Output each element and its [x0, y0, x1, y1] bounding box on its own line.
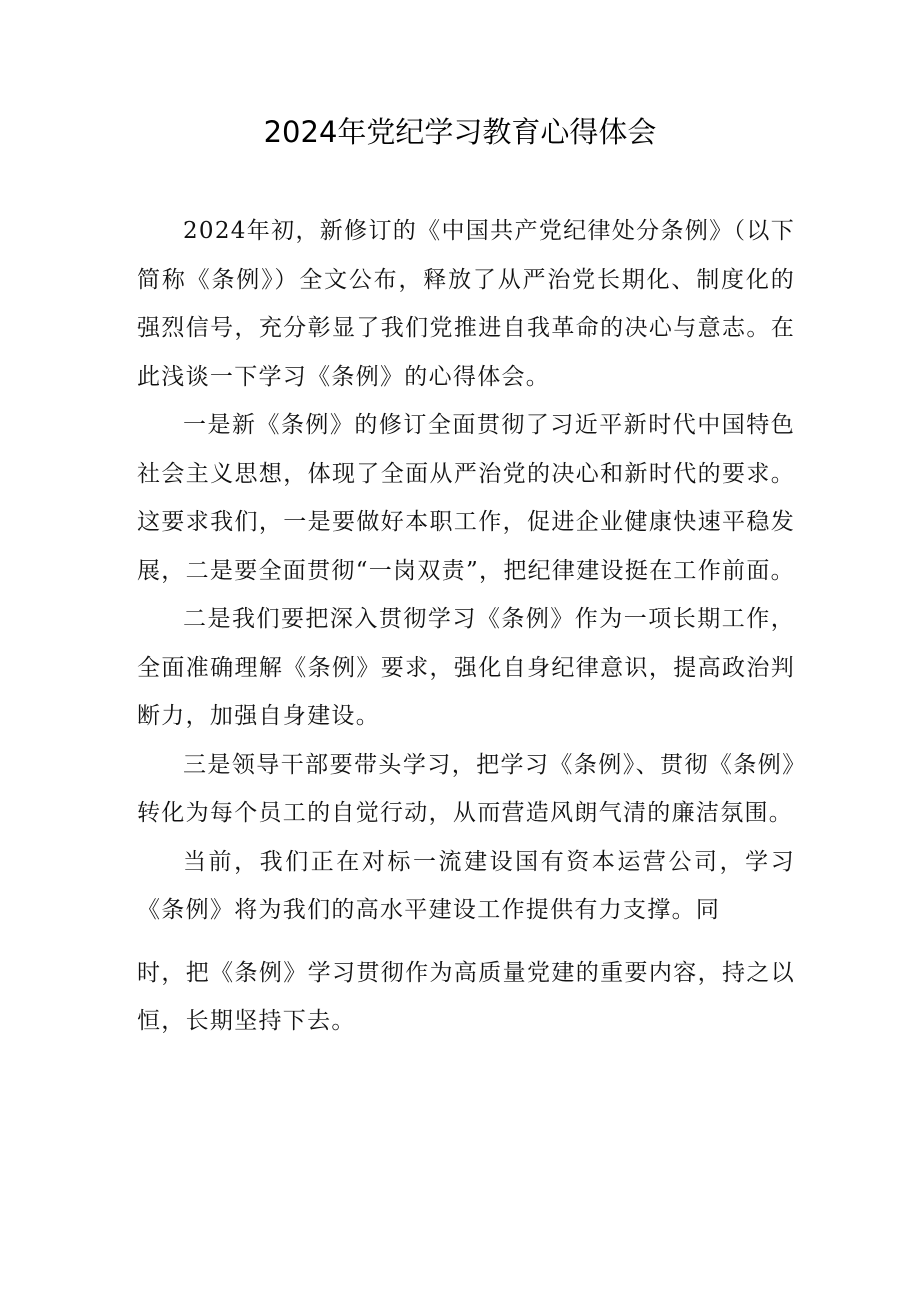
paragraph-break-gap: [137, 935, 795, 949]
document-body: [137, 207, 795, 1046]
paragraph-intro: 2024年初，新修订的《中国共产党纪律处分条例》（以下简称《条例》）全文公布，释放了从严治党长期化、制度化的强烈信号，充分彰显了我们党推进自我革命的决心与意志。在此浅谈一下学习《条例》的心得体会。: [137, 218, 795, 390]
paragraph-continuation: 时，把《条例》学习贯彻作为高质量党建的重要内容，持之以恒，长期坚持下去。: [137, 959, 795, 1034]
paragraph-point-three: 三是领导干部要带头学习，把学习《条例》、贯彻《条例》转化为每个员工的自觉行动，从而营造风朗气清的廉洁氛围。: [137, 751, 795, 826]
paragraph-point-one: 一是新《条例》的修订全面贯彻了习近平新时代中国特色社会主义思想，体现了全面从严治党的决心和新时代的要求。这要求我们，一是要做好本职工作，促进企业健康快速平稳发展，二是要全面贯彻“一岗双责”，把纪律建设挺在工作前面。: [137, 412, 795, 584]
document-title: 2024年党纪学习教育心得体会: [263, 115, 657, 149]
paragraph-point-two: 二是我们要把深入贯彻学习《条例》作为一项长期工作，全面准确理解《条例》要求，强化自身纪律意识，提高政治判断力，加强自身建设。: [137, 606, 795, 729]
paragraph-current: 当前，我们正在对标一流建设国有资本运营公司，学习《条例》将为我们的高水平建设工作提供有力支撑。同: [137, 848, 795, 923]
